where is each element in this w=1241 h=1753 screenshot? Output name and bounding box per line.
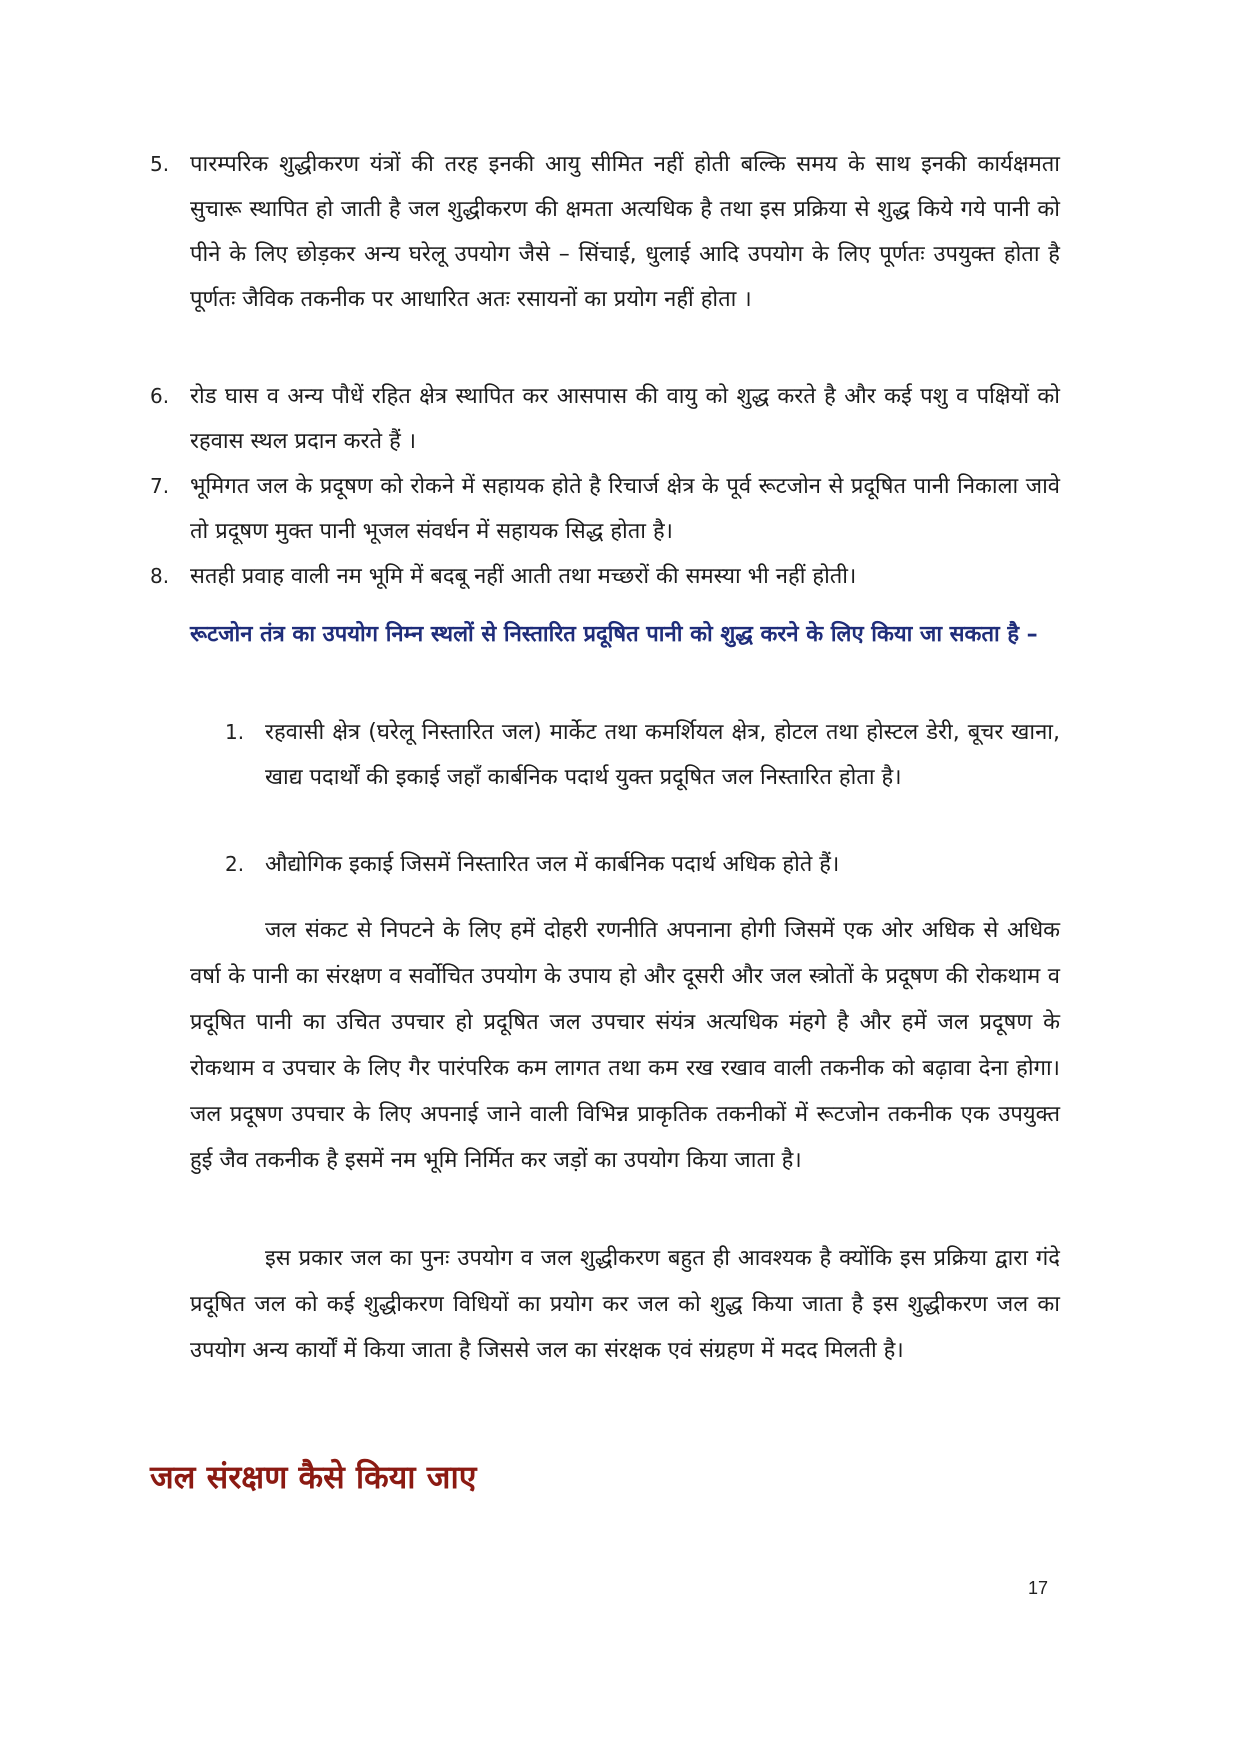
list-text: भूमिगत जल के प्रदूषण को रोकने में सहायक होते है रिचार्ज क्षेत्र के पूर्व रूटजोन से प्रदूषित पानी निकाला जावे तो प्रदूषण मुक्त पानी भूजल संवर्धन में सहायक सिद्ध होता है। (190, 474, 1060, 544)
list-number: 6. (150, 384, 170, 408)
list-text: रहवासी क्षेत्र (घरेलू निस्तारित जल) मार्केट तथा कमर्शियल क्षेत्र, होटल तथा होस्टल डेरी, बूचर खाना, खाद्य पदार्थों की इकाई जहाँ कार्बनिक पदार्थ युक्त प्रदूषित जल निस्तारित होता है। (265, 720, 1060, 790)
list-text: सतही प्रवाह वाली नम भूमि में बदबू नहीं आती तथा मच्छरों की समस्या भी नहीं होती। (190, 564, 857, 589)
paragraph-reuse: इस प्रकार जल का पुनः उपयोग व जल शुद्धीकरण बहुत ही आवश्यक है क्योंकि इस प्रक्रिया द्वारा गंदे प्रदूषित जल को कई शुद्धीकरण विधियों का प्रयोग कर जल को शुद्ध किया जाता है इस शुद्धीकरण जल का उपयोग अन्य कार्यों में किया जाता है जिससे जल का संरक्षक एवं संग्रहण में मदद मिलती है। (190, 1246, 1060, 1363)
list-text: पारम्परिक शुद्धीकरण यंत्रों की तरह इनकी आयु सीमित नहीं होती बल्कि समय के साथ इनकी कार्यक्षमता सुचारू स्थापित हो जाती है जल शुद्धीकरण की क्षमता अत्यधिक है तथा इस प्रक्रिया से शुद्ध किये गये पानी को पीने के लिए छोड़कर अन्य घरेलू उपयोग जैसे – सिंचाई, धुलाई आदि उपयोग के लिए पूर्णतः उपयुक्त होता है पूर्णतः जैविक तकनीक पर आधारित अतः रसायनों का प्रयोग नहीं होता । (190, 152, 1060, 312)
list-number: 8. (150, 564, 170, 588)
list-number: 7. (150, 474, 170, 498)
list-number: 2. (225, 852, 245, 876)
usage-heading: रूटजोन तंत्र का उपयोग निम्न स्थलों से निस्तारित प्रदूषित पानी को शुद्ध करने के लिए किया जा सकता है – (190, 622, 1038, 647)
list-number: 1. (225, 720, 245, 744)
paragraph-water-crisis: जल संकट से निपटने के लिए हमें दोहरी रणनीति अपनाना होगी जिसमें एक ओर अधिक से अधिक वर्षा के पानी का संरक्षण व सर्वोचित उपयोग के उपाय हो और दूसरी और जल स्त्रोतों के प्रदूषण की रोकथाम व प्रदूषित पानी का उचित उपचार हो प्रदूषित जल उपचार संयंत्र अत्यधिक मंहगे है और हमें जल प्रदूषण के रोकथाम व उपचार के लिए गैर पारंपरिक कम लागत तथा कम रख रखाव वाली तकनीक को बढ़ावा देना होगा। जल प्रदूषण उपचार के लिए अपनाई जाने वाली विभिन्न प्राकृतिक तकनीकों में रूटजोन तकनीक एक उपयुक्त हुई जैव तकनीक है इसमें नम भूमि निर्मित कर जड़ों का उपयोग किया जाता है। (190, 918, 1060, 1173)
section-title: जल संरक्षण कैसे किया जाए (150, 1458, 477, 1496)
list-number: 5. (150, 152, 170, 176)
page-number: 17 (1028, 1578, 1049, 1598)
list-text: औद्योगिक इकाई जिसमें निस्तारित जल में कार्बनिक पदार्थ अधिक होते हैं। (265, 852, 840, 877)
list-text: रोड घास व अन्य पौधें रहित क्षेत्र स्थापित कर आसपास की वायु को शुद्ध करते है और कई पशु व पक्षियों को रहवास स्थल प्रदान करते हैं । (190, 384, 1060, 454)
